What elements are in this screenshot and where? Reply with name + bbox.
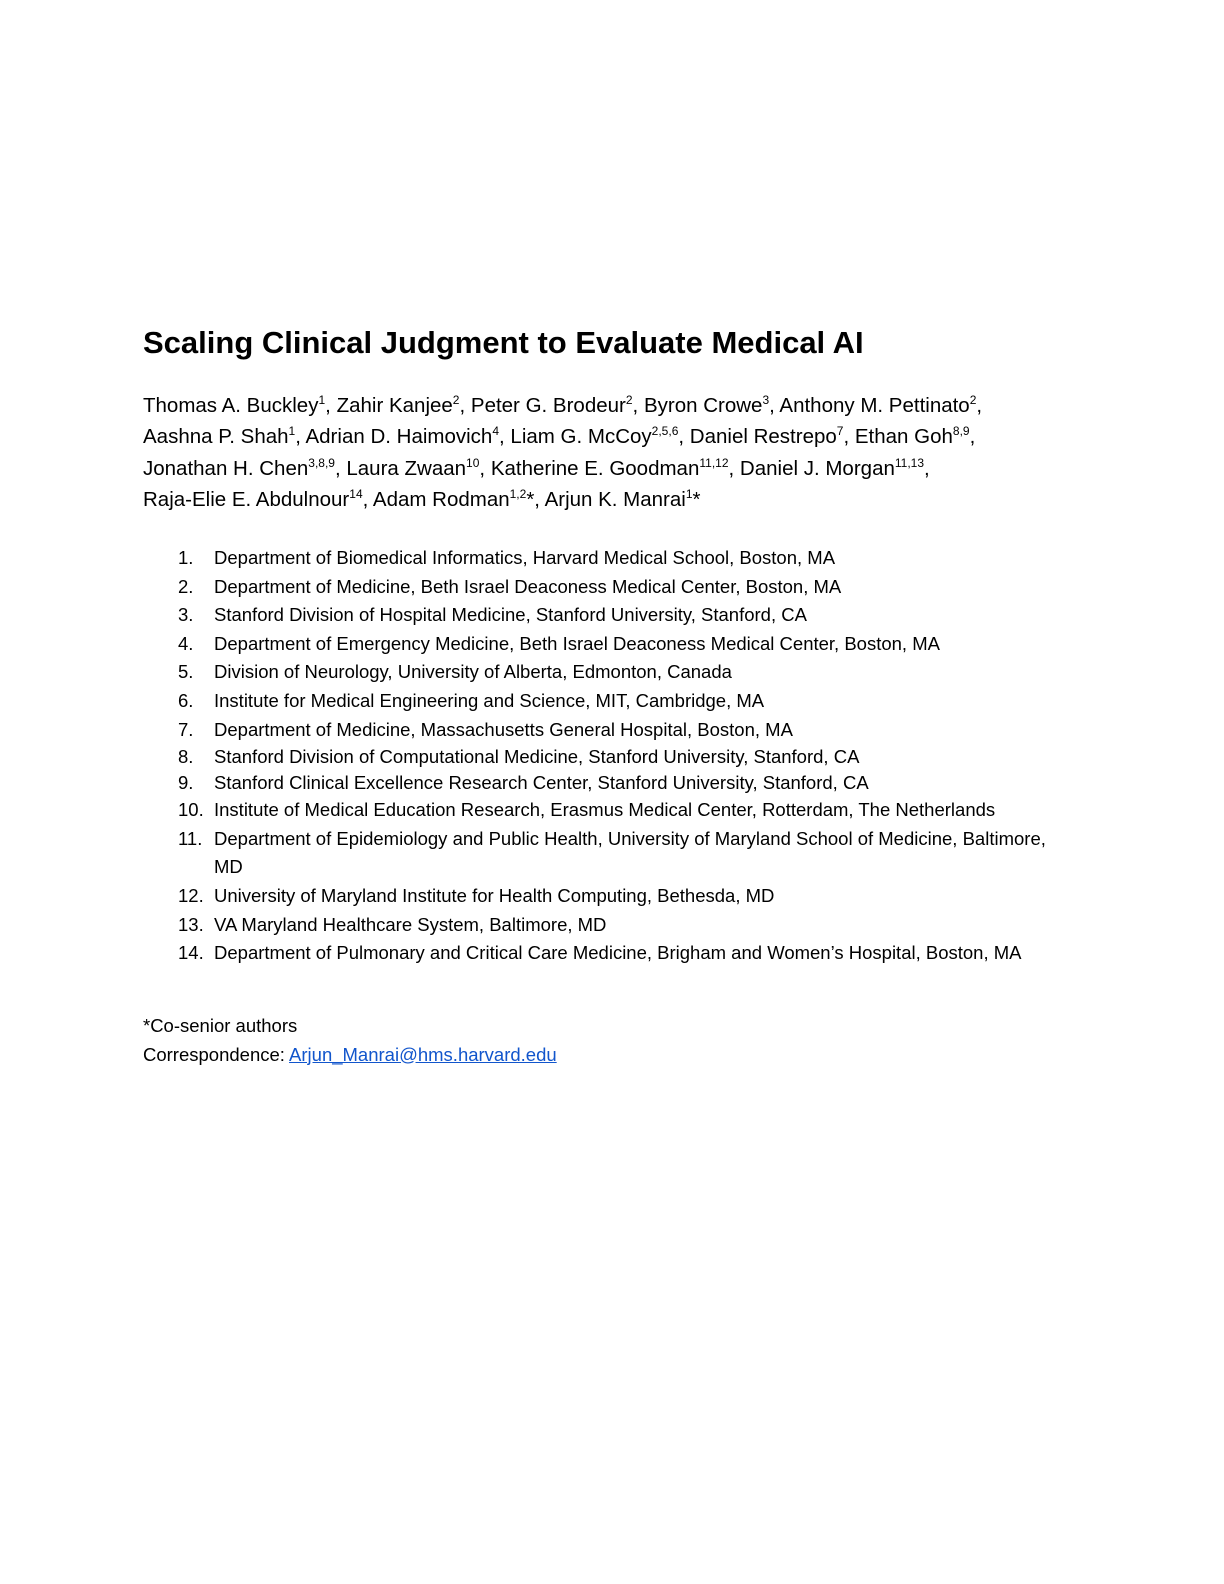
author-name: Thomas A. Buckley [143, 394, 319, 417]
affiliation-item [178, 770, 1078, 796]
author-name: Byron Crowe [643, 394, 763, 417]
affiliation-number: 12. [178, 884, 204, 906]
author-separator: , [459, 394, 471, 417]
author-affiliation-marker: 1,2 [509, 486, 527, 501]
affiliation-item [178, 658, 1078, 687]
affiliation-number: 11. [178, 827, 203, 849]
author-separator: * [692, 487, 701, 511]
affiliation-item [178, 882, 1078, 911]
affiliation-number: 2. [178, 575, 194, 597]
affiliation-number: 13. [178, 913, 204, 935]
author-separator: , [325, 394, 337, 417]
correspondence-line [143, 1041, 557, 1070]
author-line [143, 453, 1103, 484]
affiliation-item [178, 687, 1078, 716]
author-name: Zahir Kanjee [336, 394, 453, 417]
affiliation-item [178, 573, 1078, 602]
affiliation-number: 1. [178, 547, 194, 568]
author-affiliation-marker: 4 [492, 424, 500, 439]
affiliation-item [178, 939, 1078, 968]
affiliation-number: 5. [178, 661, 194, 683]
author-name: Aashna P. Shah [143, 425, 289, 449]
author-separator: , [678, 425, 690, 449]
affiliation-text: Stanford Division of Hospital Medicine, Stanford University, Stanford, CA [214, 604, 807, 626]
author-separator: , [295, 425, 306, 449]
author-name: Peter G. Brodeur [470, 394, 626, 417]
correspondence-label: Correspondence: [143, 1043, 290, 1065]
affiliation-number: 10. [178, 799, 204, 821]
author-affiliation-marker: 1 [685, 486, 693, 501]
affiliation-text: Institute for Medical Engineering and Science, MIT, Cambridge, MA [214, 689, 765, 711]
author-name: Jonathan H. Chen [143, 456, 309, 480]
affiliation-number: 4. [178, 632, 194, 654]
author-separator: , [632, 394, 644, 417]
author-affiliation-marker: 2 [452, 393, 460, 407]
author-separator: , [499, 425, 511, 449]
author-name: Raja-Elie E. Abdulnour [143, 487, 350, 511]
author-separator: , [334, 456, 347, 480]
author-name: Laura Zwaan [346, 456, 467, 480]
co-senior-note: *Co-senior authors [143, 1015, 298, 1036]
correspondence-email-link[interactable]: Arjun_Manrai@hms.harvard.edu [289, 1043, 557, 1065]
affiliation-item [178, 716, 1078, 745]
author-name: Liam G. McCoy [510, 425, 652, 449]
author-affiliation-marker: 11,13 [894, 455, 925, 470]
author-name: Daniel J. Morgan [739, 456, 895, 480]
author-name: Anthony M. Pettinato [779, 394, 970, 417]
author-separator: , [479, 456, 491, 480]
author-affiliation-marker: 2 [969, 393, 977, 407]
affiliation-item [178, 630, 1078, 659]
affiliation-text: University of Maryland Institute for Health Computing, Bethesda, MD [214, 884, 775, 906]
affiliation-number: 9. [178, 772, 194, 794]
author-list [143, 390, 1103, 515]
author-affiliation-marker: 10 [466, 455, 480, 470]
author-affiliation-marker: 11,12 [699, 455, 729, 470]
author-separator: , [728, 456, 740, 480]
author-name: Arjun K. Manrai [544, 487, 686, 511]
affiliation-item [178, 601, 1078, 630]
author-affiliation-marker: 2 [625, 393, 633, 407]
affiliation-item [178, 825, 1078, 882]
author-affiliation-marker: 14 [349, 486, 363, 501]
author-affiliation-marker: 7 [836, 424, 844, 439]
author-affiliation-marker: 2,5,6 [651, 424, 679, 439]
affiliation-number: 3. [178, 604, 194, 626]
affiliation-text: Department of Emergency Medicine, Beth Israel Deaconess Medical Center, Boston, MA [214, 632, 940, 654]
affiliation-text: Department of Medicine, Massachusetts General Hospital, Boston, MA [214, 718, 793, 740]
author-affiliation-marker: 3 [762, 393, 770, 407]
affiliation-item [178, 544, 1078, 573]
author-affiliation-marker: 1 [318, 393, 326, 407]
affiliation-text: Stanford Division of Computational Medicine, Stanford University, Stanford, CA [214, 746, 860, 768]
author-name: Daniel Restrepo [689, 425, 837, 449]
author-affiliation-marker: 8,9 [952, 424, 970, 439]
affiliation-text: Stanford Clinical Excellence Research Center, Stanford University, Stanford, CA [214, 772, 869, 794]
author-separator: *, [526, 487, 545, 511]
affiliation-item [178, 744, 1078, 770]
affiliation-number: 6. [178, 689, 194, 711]
affiliation-item [178, 796, 1078, 825]
author-separator: , [769, 394, 780, 417]
author-separator: , [924, 456, 930, 480]
affiliation-number: 14. [178, 942, 204, 964]
author-line [143, 421, 1103, 452]
affiliation-text: VA Maryland Healthcare System, Baltimore, MD [214, 913, 607, 935]
author-line [143, 390, 1103, 421]
author-affiliation-marker: 3,8,9 [308, 455, 335, 470]
affiliation-text: Institute of Medical Education Research, Erasmus Medical Center, Rotterdam, The Netherlands [214, 799, 996, 821]
affiliation-text: Department of Biomedical Informatics, Harvard Medical School, Boston, MA [214, 547, 836, 568]
affiliation-item [178, 911, 1078, 940]
author-separator: , [969, 425, 976, 449]
author-name: Katherine E. Goodman [490, 456, 700, 480]
affiliation-text: Department of Pulmonary and Critical Care Medicine, Brigham and Women’s Hospital, Boston, MA [214, 942, 1022, 964]
author-line [143, 484, 1103, 515]
author-name: Adrian D. Haimovich [305, 425, 493, 449]
affiliation-text: Division of Neurology, University of Alberta, Edmonton, Canada [214, 661, 732, 683]
affiliation-text: Department of Epidemiology and Public Health, University of Maryland School of Medicine, Baltimore, MD [214, 827, 1046, 878]
affiliation-text: Department of Medicine, Beth Israel Deaconess Medical Center, Boston, MA [214, 575, 842, 597]
affiliation-number: 8. [178, 746, 194, 768]
author-name: Ethan Goh [854, 425, 953, 449]
author-notes [143, 1012, 557, 1069]
author-separator: , [362, 487, 373, 511]
author-affiliation-marker: 1 [288, 424, 296, 439]
author-separator: , [976, 394, 983, 417]
affiliation-number: 7. [178, 718, 194, 740]
affiliation-list [178, 544, 1078, 968]
page-title: Scaling Clinical Judgment to Evaluate Medical AI [143, 325, 864, 360]
author-separator: , [843, 425, 855, 449]
author-name: Adam Rodman [372, 487, 510, 511]
